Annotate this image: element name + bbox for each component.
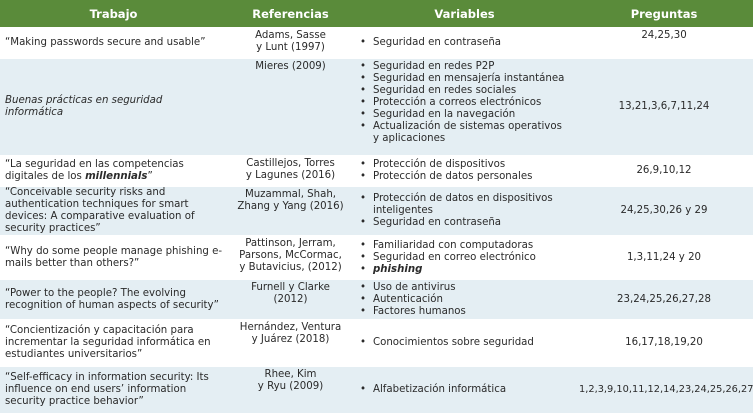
ref-line: y Ryu (2009) bbox=[257, 381, 324, 392]
ref-line: Muzammal, Shah, bbox=[244, 189, 337, 200]
table-row bbox=[0, 236, 753, 280]
ref-line: y Juárez (2018) bbox=[251, 334, 330, 345]
ref-line: Hernández, Ventura bbox=[239, 322, 342, 333]
list-item: • Actualización de sistemas operativos y aplicaciones bbox=[360, 121, 562, 144]
ref-line: Adams, Sasse bbox=[255, 30, 326, 41]
header-trabajo: Trabajo bbox=[0, 0, 227, 28]
cell-variables bbox=[354, 320, 575, 367]
ref-line: (2012) bbox=[273, 294, 308, 305]
cell-variables bbox=[354, 187, 575, 236]
list-item: • Protección de dispositivos bbox=[360, 159, 506, 170]
cell-trabajo: “Why do some people manage phishing e-mails better than others?” bbox=[0, 236, 227, 280]
table-row bbox=[0, 156, 753, 187]
cell-trabajo: “Concientización y capacitación para incrementar la seguridad informática en estudiantes universitarios” bbox=[0, 320, 227, 367]
ref-line: Rhee, Kim bbox=[264, 369, 317, 380]
ref-line: Parsons, McCormac, bbox=[239, 250, 342, 261]
cell-preguntas: 1,2,3,9,10,11,12,14,23,24,25,26,27 bbox=[575, 367, 753, 413]
ref-line: Zhang y Yang (2016) bbox=[237, 201, 344, 212]
cell-referencias bbox=[227, 367, 354, 413]
list-item: • Seguridad en redes sociales bbox=[360, 85, 517, 96]
list-item: • Factores humanos bbox=[360, 305, 466, 317]
list-item: • Uso de antivirus bbox=[360, 281, 456, 293]
cell-referencias bbox=[227, 187, 354, 236]
table-row bbox=[0, 280, 753, 320]
cell-variables bbox=[354, 59, 575, 156]
cell-trabajo: “Self-efficacy in information security: Its influence on end users’ information security practice behavior” bbox=[0, 367, 227, 413]
ref-line: Castillejos, Torres bbox=[246, 158, 335, 169]
list-item: • Seguridad en correo electrónico bbox=[360, 251, 536, 263]
list-item: • Seguridad en contraseña bbox=[360, 217, 502, 228]
list-item: • Seguridad en contraseña bbox=[360, 37, 502, 48]
header-referencias: Referencias bbox=[227, 0, 354, 28]
table-row bbox=[0, 59, 753, 156]
cell-referencias bbox=[227, 320, 354, 367]
cell-referencias bbox=[227, 28, 354, 59]
list-item: • Autenticación bbox=[360, 293, 443, 305]
ref-line: Furnell y Clarke bbox=[251, 282, 330, 293]
list-item: • phishing bbox=[360, 263, 423, 275]
cell-trabajo: “Making passwords secure and usable” bbox=[0, 28, 227, 59]
cell-variables bbox=[354, 280, 575, 320]
cell-preguntas: 24,25,30,26 y 29 bbox=[575, 187, 753, 236]
table-row bbox=[0, 187, 753, 236]
cell-variables bbox=[354, 28, 575, 59]
cell-variables bbox=[354, 367, 575, 413]
cell-trabajo: “Power to the people? The evolving recognition of human aspects of security” bbox=[0, 280, 227, 320]
cell-preguntas: 16,17,18,19,20 bbox=[575, 320, 753, 367]
cell-preguntas: 26,9,10,12 bbox=[575, 156, 753, 187]
cell-referencias bbox=[227, 236, 354, 280]
cell-referencias bbox=[227, 280, 354, 320]
list-item: • Seguridad en la navegación bbox=[360, 109, 516, 120]
ref-line: y Lagunes (2016) bbox=[245, 170, 336, 181]
table-header-row bbox=[0, 0, 753, 28]
cell-preguntas: 24,25,30 bbox=[575, 28, 753, 59]
table-row bbox=[0, 367, 753, 413]
ref-line: Pattinson, Jerram, bbox=[245, 238, 336, 249]
cell-preguntas: 13,21,3,6,7,11,24 bbox=[575, 59, 753, 156]
cell-trabajo: “La seguridad en las competencias digitales de los millennials” bbox=[0, 156, 227, 187]
ref-line: y Lunt (1997) bbox=[256, 42, 325, 53]
cell-trabajo: “Conceivable security risks and authentication techniques for smart devices: A comparative evaluation of security practices” bbox=[0, 187, 227, 236]
cell-referencias bbox=[227, 59, 354, 156]
list-item: • Familiaridad con computadoras bbox=[360, 239, 534, 251]
list-item: • Seguridad en mensajería instantánea bbox=[360, 73, 565, 84]
list-item: • Seguridad en redes P2P bbox=[360, 61, 495, 72]
cell-variables bbox=[354, 236, 575, 280]
ref-line: y Butavicius, (2012) bbox=[239, 262, 342, 273]
cell-referencias bbox=[227, 156, 354, 187]
list-item: • Protección a correos electrónicos bbox=[360, 97, 542, 108]
list-item: • Protección de datos en dispositivos inteligentes bbox=[360, 193, 553, 216]
list-item: • Alfabetización informática bbox=[360, 383, 507, 395]
cell-trabajo: Buenas prácticas en seguridad informática bbox=[0, 59, 227, 156]
cell-variables bbox=[354, 156, 575, 187]
header-preguntas: Preguntas bbox=[575, 0, 753, 28]
table-row bbox=[0, 28, 753, 59]
header-variables: Variables bbox=[354, 0, 575, 28]
list-item: • Conocimientos sobre seguridad bbox=[360, 337, 534, 348]
list-item: • Protección de datos personales bbox=[360, 171, 533, 182]
cell-preguntas: 1,3,11,24 y 20 bbox=[575, 236, 753, 280]
table-row bbox=[0, 320, 753, 367]
ref-line: Mieres (2009) bbox=[255, 61, 326, 72]
cell-preguntas: 23,24,25,26,27,28 bbox=[575, 280, 753, 320]
